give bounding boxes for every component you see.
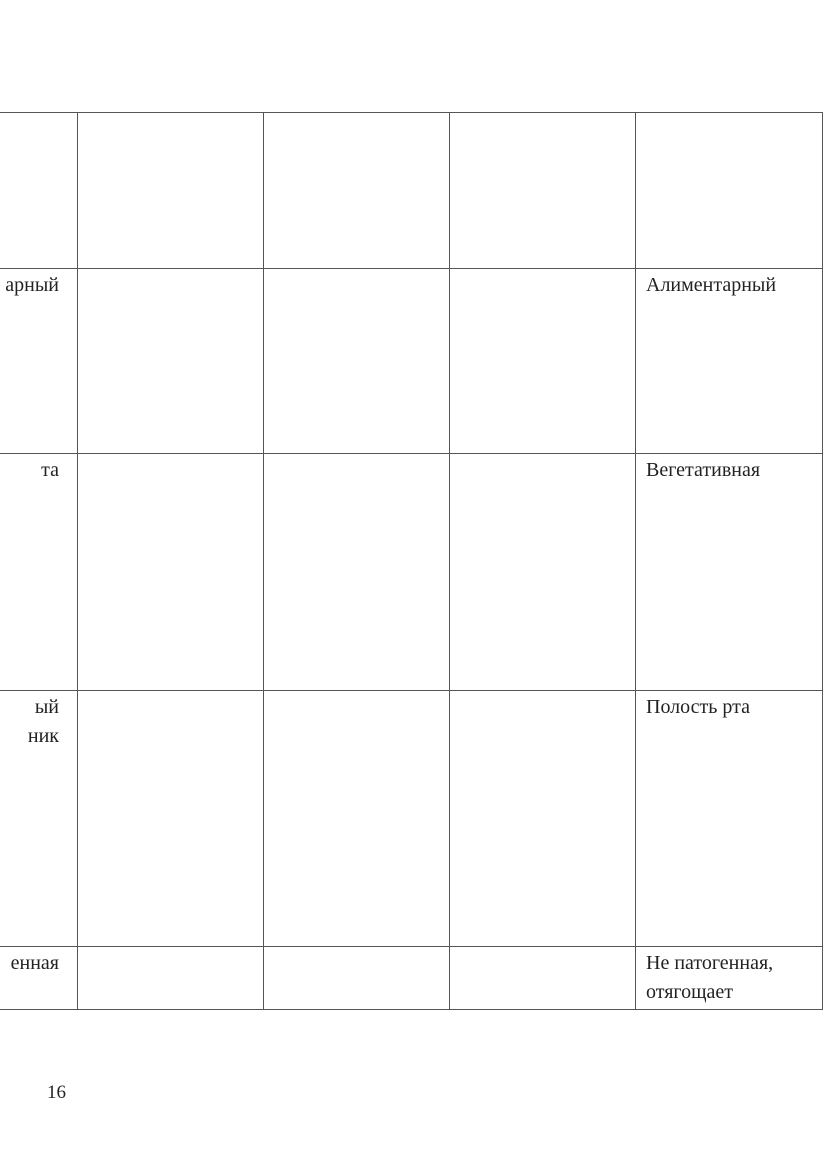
cell-text-row3-first: ый ник: [27, 696, 59, 747]
table-cell: [264, 269, 450, 454]
page-number: 16: [47, 1082, 66, 1103]
table-cell: [450, 113, 636, 269]
data-table: [0, 112, 823, 1010]
cell-text-row1-first: арный: [5, 274, 59, 296]
table-cell: [636, 113, 823, 269]
table-cell: [264, 691, 450, 947]
table-cell: [264, 947, 450, 1010]
table-cell: [78, 454, 264, 691]
cell-text-row0-first: [0, 113, 77, 115]
table-cell: [78, 947, 264, 1010]
cell-text-row1-last: Алиментарный: [646, 274, 777, 296]
table-cell: [78, 113, 264, 269]
table-cell: [0, 691, 78, 947]
table-row: [0, 947, 823, 1010]
table-cell: [78, 269, 264, 454]
cell-text-row2-last: Вегетативная: [646, 459, 761, 481]
cell-text-row0-last: [636, 113, 822, 115]
table-cell: [636, 454, 823, 691]
table-cell: [450, 691, 636, 947]
table-cell: [636, 691, 823, 947]
table-row: [0, 691, 823, 947]
table-row: [0, 113, 823, 269]
table-cell: [450, 947, 636, 1010]
table-cell: [636, 947, 823, 1010]
table-cell: [636, 269, 823, 454]
table-cell: [0, 947, 78, 1010]
cell-text-row2-first: та: [41, 459, 59, 481]
table-cell: [0, 269, 78, 454]
table-cell: [264, 113, 450, 269]
table-cell: [450, 454, 636, 691]
table-cell: [78, 691, 264, 947]
table-row: [0, 454, 823, 691]
table-cell: [0, 454, 78, 691]
cell-text-row4-first: енная: [10, 952, 59, 974]
table-row: [0, 269, 823, 454]
table-cell: [0, 113, 78, 269]
table-cell: [264, 454, 450, 691]
table-cell: [450, 269, 636, 454]
cell-text-row4-last: Не патогенная, отягощает: [646, 952, 774, 1003]
cell-text-row3-last: Полость рта: [646, 696, 750, 718]
